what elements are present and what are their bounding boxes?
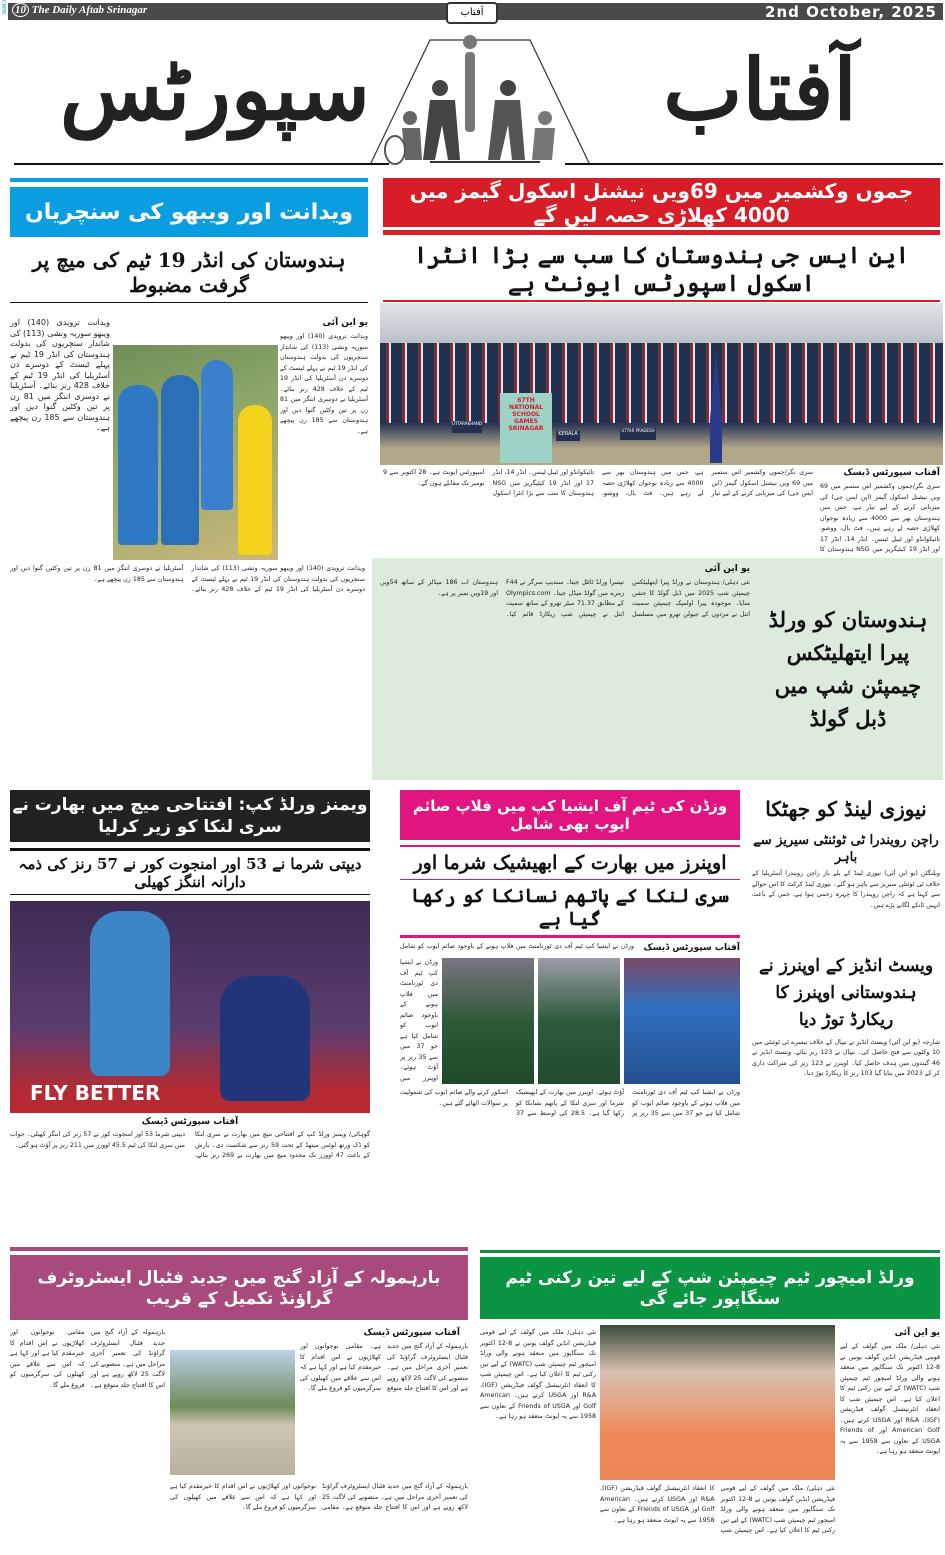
right-column	[752, 796, 940, 1238]
story4-headline: دیپتی شرما نے 53 اور امنجوت کور نے 57 رنز کی ذمہ دارانہ اننگز کھیلی	[18, 855, 362, 891]
story4-byline: آفتاب سپورٹس ڈیسک	[141, 1117, 239, 1127]
story4-rule-2	[10, 894, 370, 895]
story5-body: وزڈن نے ایشیا کپ ٹیم آف دی ٹورنامنٹ میں فلاپ ہونے کے باوجود صائم ایوب کو شامل کیا ہے جو 37 میں سے 35 رنز پر آؤٹ ہوئے۔ اوپنرز میں بھارت کے ابھیشیک شرما اور سری لنکا کے پاتھم نسانکا کو رکھا گیا ہے۔ 28.5 کی اوسط سے 37 اسکور کرنے والے صائم ایوب کی شمولیت پر سوالات اٹھائے گئے ہیں۔	[400, 1089, 740, 1117]
placard-uk: UTTARAKHAND	[452, 421, 482, 433]
story8-byline: آفتاب سپورٹس ڈیسک	[363, 1328, 460, 1338]
story5-headline-1: اوپنرز میں بھارت کے ابھیشیک شرما اور	[400, 852, 740, 880]
placard-kerala: KERALA	[556, 431, 580, 441]
masthead-sports: سپورٹس	[59, 40, 370, 139]
masthead-aftab: آفتاب	[663, 40, 857, 139]
story5-byline-row	[400, 942, 740, 954]
story1-photo-parade	[380, 303, 943, 465]
player-photo-1	[442, 958, 534, 1084]
story1-headline: این ایس جی ہندوستان کا سب سے بڑا انٹرا اسکول اسپورٹس ایونٹ ہے	[383, 242, 940, 302]
story2-banner: ویدانت اور ویبھو کی سنچریاں	[10, 187, 368, 237]
story9-body-right: نئی دہلی/ ملک میں گولف کے لیے قومی فیڈریشن انڈین گولف یونین نے 8-12 اکتوبر تک سنگاپور میں منعقد ہونے والی ورلڈ امیچور ٹیم چیمپئن شپ (WATC) کے لیے تین رکنی ٹیم کا اعلان کیا ہے۔ اس چیمپئن شپ کا انعقاد انٹرنیشنل گولف فیڈریشن (IGF)، R&A اور USGA کرتے ہیں۔ American Golf اور Friends of USGA کے تعاون سے 1958 سے یہ ایونٹ منعقد ہو رہا ہے۔	[840, 1343, 940, 1455]
player-figure	[118, 385, 158, 545]
story5-body-side: وزڈن نے ایشیا کپ ٹیم آف دی ٹورنامنٹ میں فلاپ ہونے کے باوجود صائم ایوب کو شامل کیا ہے جو 37 میں سے 35 رنز پر آؤٹ ہوئے۔ اوپنرز میں	[400, 959, 438, 1082]
story9-rule	[480, 1250, 940, 1253]
story1-body: سری نگر/جموں وکشمیر اس ستمبر میں 69 ویں نیشنل اسکول گیمز (این ایس جی) کی میزبانی کرنے کے لیے تیار ہے، جس میں ہندوستان بھر سے 4000 سے زیادہ نوجوان کھلاڑی حصہ لے رہے ہیں۔ فٹ بال، ووشو، تائیکوانڈو اور ٹیبل ٹینس۔ انڈر 14، انڈر 17 اور انڈر 19 کیٹیگریز میں NSG ہندوستان کا سب سے بڑا انٹرا اسکول اسپورٹس ایونٹ ہے۔ 28 اکتوبر سے 9 نومبر تک مقابلے ہوں گے۔	[383, 469, 813, 497]
keeper-figure	[90, 911, 170, 1076]
paper-name: The Daily Aftab Srinagar	[31, 4, 148, 16]
sports-figures-logo	[360, 30, 600, 170]
batter-figure	[220, 976, 310, 1101]
page-number: 10	[12, 3, 29, 17]
story5-rule	[400, 845, 740, 847]
story5-photo-row	[400, 958, 740, 1084]
story7-body: شارجہ (یو این آئی) ویسٹ انڈیز نے نیپال کے خلاف تیسرے ٹی ٹوئنٹی میں 10 وکٹوں سے فتح حاصل کی۔ نیپال نے 123 رنز بنائے، ویسٹ انڈیز نے 46 گیندوں میں ہدف حاصل کیا۔ اوپنرز نے 123 رنز کی شراکت داری کر کے 2023 میں بنایا گیا 103 رنز کا ریکارڈ توڑ دیا۔	[752, 1038, 940, 1077]
story8-photo-ground	[170, 1350, 295, 1475]
story7-headline: ویسٹ انڈیز کے اوپنرز نے ہندوستانی اوپنرز کا ریکارڈ توڑ دیا	[758, 955, 934, 1030]
page-label	[12, 4, 147, 16]
story1-body-lead: سری نگر/جموں وکشمیر اس ستمبر میں 69 ویں نیشنل اسکول گیمز (این ایس جی) کی میزبانی کرنے کے لیے تیار ہے، جس میں ہندوستان بھر سے 4000 سے زیادہ نوجوان کھلاڑی حصہ لے رہے ہیں۔ فٹ بال، ووشو، تائیکوانڈو اور ٹیبل ٹینس۔ انڈر 14، انڈر 17 اور انڈر 19 کیٹیگریز میں NSG ہندوستان کا	[820, 483, 940, 553]
story2-body-left: ویدانت ترویدی (140) اور ویبھو سوریہ ونشی (113) کی شاندار سنچریوں کی بدولت ہندوستان کی انڈر 19 ٹیم نے پہلے ٹیسٹ کے دوسرے دن آسٹریلیا کی انڈر 19 ٹیم کے خلاف 428 رنز بنائے۔ آسٹریلیا نے دوسری اننگز میں 81 رن پر تین وکٹیں گنوا دیں اور ہندوستان سے 185 رن پیچھے ہے۔	[10, 318, 110, 432]
story2-rule	[10, 178, 368, 182]
masthead-rule-left	[14, 163, 389, 165]
story6-body: ویلنگٹن (یو این آئی) نیوزی لینڈ کے بلے باز راچن رویندرا آسٹریلیا کے خلاف ٹی ٹوئنٹی سیریز سے باہر ہو گئے۔ نیوزی لینڈ کرکٹ کا اس حوالے سے کہنا ہے کہ راچن رویندرا کا چہرہ زخمی ہوا ہے، جس کے باعث انہیں ٹانکے لگانے پڑے ہیں۔	[752, 870, 940, 909]
story5-byline: آفتاب سپورٹس ڈیسک	[643, 943, 740, 953]
story4-banner: ویمنز ورلڈ کپ: افتتاحی میچ میں بھارت نے سری لنکا کو زیر کرلیا	[10, 790, 370, 842]
cmyk-marks: CMYK	[0, 0, 6, 15]
story8-banner: بارہمولہ کے آزاد گنج میں جدید فٹبال ایسٹروٹرف گراؤنڈ تکمیل کے قریب	[10, 1255, 468, 1320]
story4-photo-match	[10, 901, 370, 1113]
story9-body: نئی دہلی/ ملک میں گولف کے لیے قومی فیڈریشن انڈین گولف یونین نے 8-12 اکتوبر تک سنگاپور میں منعقد ہونے والی ورلڈ امیچور ٹیم چیمپئن شپ (WATC) کے لیے تین رکنی ٹیم کا اعلان کیا ہے۔ اس چیمپئن شپ کا انعقاد انٹرنیشنل گولف فیڈریشن (IGF)، R&A اور USGA کرتے ہیں۔ American Golf اور Friends of USGA کے تعاون سے 1958 سے یہ ایونٹ منعقد ہو رہا ہے۔	[600, 1485, 835, 1534]
story3-headline-area	[758, 562, 938, 776]
story4-body: گوہاٹی/ ویمنز ورلڈ کپ کے افتتاحی میچ میں بھارت نے سری لنکا کو ڈک ورتھ لوئس میتھڈ کے تحت 59 رنز سے شکست دی۔ بارش کے باعث 47 اوورز تک محدود میچ میں بھارت نے 269 رنز بنائے، دیپتی شرما 53 اور امنجوت کور نے 57 رنز کی اننگز کھیلی۔ جواب میں سری لنکا کی ٹیم 45.5 اوورز میں 211 رنز پر آؤٹ ہو گئی۔	[10, 1131, 370, 1159]
player-figure	[161, 375, 199, 545]
player-figure	[201, 360, 233, 510]
photo-ad-board: FLY BETTER	[30, 1081, 161, 1105]
story4-rule	[10, 848, 370, 851]
australian-player	[238, 405, 272, 555]
story6-headline: نیوزی لینڈ کو جھٹکا	[765, 797, 927, 821]
story2-headline: ہندوستان کی انڈر 19 ٹیم کی میچ پر گرفت مضبوط	[32, 248, 346, 297]
story9-body-left: نئی دہلی/ ملک میں گولف کے لیے قومی فیڈریشن انڈین گولف یونین نے 8-12 اکتوبر تک سنگاپور میں منعقد ہونے والی ورلڈ امیچور ٹیم چیمپئن شپ (WATC) کے لیے تین رکنی ٹیم کا اعلان کیا ہے۔ اس چیمپئن شپ کا انعقاد انٹرنیشنل گولف فیڈریشن (IGF)، R&A اور USGA کرتے ہیں۔ American Golf اور Friends of USGA کے تعاون سے 1958 سے یہ ایونٹ منعقد ہو رہا ہے۔	[480, 1329, 596, 1420]
story3-body: نئی دہلی/ ہندوستان نے ورلڈ پیرا ایتھلیٹکس چیمپئن شپ 2025 میں ڈبل گولڈ کا جشن منایا۔ موجودہ پیرا اولمپک چیمپئن سمیت انتل نے مردوں کے جیولن تھرو میں مسلسل تیسرا ورلڈ ٹائٹل جیتا۔ سندیپ سرگر نے F44 زمرے میں گولڈ میڈل جیتا۔ Olympics.com کے مطابق 71.37 میٹر تھرو کے ساتھ سمیت انتل نے چیمپئن شپ ریکارڈ قائم کیا۔ ہندوستان اب 186 میڈلز کے ساتھ 54ویں اور 19ویں نمبر پر ہے۔	[380, 579, 750, 618]
story1-byline: آفتاب سپورٹس ڈیسک	[843, 468, 940, 478]
story5-body-top: وزڈن نے ایشیا کپ ٹیم آف دی ٹورنامنٹ میں فلاپ ہونے کے باوجود صائم ایوب کو شامل	[400, 943, 634, 950]
story5-banner: وزڈن کی ٹیم آف ایشیا کپ میں فلاپ صائم ایوب بھی شامل	[400, 790, 740, 840]
story8-body-top: بارہمولہ کے آزاد گنج میں جدید فٹبال ایسٹروٹرف گراؤنڈ کی تعمیر آخری مراحل میں ہے۔ منصوبے کی لاگت 25 لاکھ روپے ہے اور اس کا افتتاح جلد متوقع ہے۔ مقامی نوجوانوں اور کھلاڑیوں نے اس اقدام کا خیرمقدم کیا ہے اور کہا ہے کہ اس سے علاقے میں کھیلوں کی سرگرمیوں کو فروغ ملے گا۔	[300, 1343, 468, 1392]
story9-banner: ورلڈ امیچور ٹیم چیمپئن شپ کے لیے تین رکنی ٹیم سنگاپور جائے گی	[480, 1257, 940, 1319]
story4-column	[10, 790, 370, 1238]
issue-date: 2nd October, 2025	[765, 3, 937, 21]
story2-rule-bottom	[10, 302, 368, 303]
paper-logo: آفتاب	[446, 2, 498, 24]
story2-body-continued: ویدانت ترویدی (140) اور ویبھو سوریہ ونشی (113) کی شاندار سنچریوں کی بدولت ہندوستان کی انڈر 19 ٹیم نے پہلے ٹیسٹ کے دوسرے دن آسٹریلیا کی انڈر 19 ٹیم کے خلاف 428 رنز بنائے۔ آسٹریلیا نے دوسری اننگز میں 81 رن پر تین وکٹیں گنوا دیں اور ہندوستان سے 185 رن پیچھے ہے۔	[10, 565, 365, 593]
masthead-rule-right	[565, 163, 943, 165]
placard-up: UTTAR PRADESH	[620, 428, 656, 440]
story6-subhead: راچن رویندرا ٹی ٹوئنٹی سیریز سے باہر	[753, 833, 939, 865]
story3-headline: ہندوستان کو ورلڈ پیرا ایتھلیٹکس چیمپئن شپ میں ڈبل گولڈ	[768, 607, 928, 731]
story5-column	[400, 790, 740, 1238]
story9-photo-golfers	[600, 1325, 835, 1480]
story8-body-left: بارہمولہ کے آزاد گنج میں جدید فٹبال ایسٹروٹرف گراؤنڈ کی تعمیر آخری مراحل میں ہے۔ منصوبے کی لاگت 25 لاکھ روپے ہے اور اس کا افتتاح جلد متوقع ہے۔ مقامی نوجوانوں اور کھلاڑیوں نے اس اقدام کا خیرمقدم کیا ہے اور کہا ہے کہ اس سے علاقے میں کھیلوں کی سرگرمیوں کو فروغ ملے گا۔	[10, 1329, 165, 1389]
story8-rule	[10, 1247, 468, 1251]
story2-photo-cricketers	[113, 345, 278, 560]
story2-body-right: ویدانت ترویدی (140) اور ویبھو سوریہ ونشی (113) کی شاندار سنچریوں کی بدولت ہندوستان کی انڈر 19 ٹیم نے پہلے ٹیسٹ کے دوسرے دن آسٹریلیا کی انڈر 19 ٹیم کے خلاف 428 رنز بنائے۔ آسٹریلیا نے دوسری اننگز میں 81 رن پر تین وکٹیں گنوا دیں اور ہندوستان سے 185 رن پیچھے ہے۔	[280, 333, 368, 435]
story9-byline: یو این آئی	[894, 1328, 940, 1338]
story3-byline: یو این آئی	[704, 564, 750, 574]
athletes-row	[380, 343, 943, 423]
story1-banner: جموں وکشمیر میں 69ویں نیشنل اسکول گیمز میں 4000 کھلاڑی حصہ لیں گے	[383, 178, 940, 230]
player-photo-3	[624, 958, 740, 1084]
games-sign: 67TH NATIONAL SCHOOL GAMES SRINAGAR	[500, 393, 552, 463]
story5-headline-2: سری لنکا کے پاتھم نسانکا کو رکھا گیا ہے	[400, 885, 740, 938]
story2-byline: یو این آئی	[322, 318, 368, 328]
story8-body: بارہمولہ کے آزاد گنج میں جدید فٹبال ایسٹروٹرف گراؤنڈ کی تعمیر آخری مراحل میں ہے۔ منصوبے کی لاگت 25 لاکھ روپے ہے اور اس کا افتتاح جلد متوقع ہے۔ مقامی نوجوانوں اور کھلاڑیوں نے اس اقدام کا خیرمقدم کیا ہے اور کہا ہے کہ اس سے علاقے میں کھیلوں کی سرگرمیوں کو فروغ ملے گا۔	[170, 1483, 468, 1511]
player-photo-2	[538, 958, 620, 1084]
